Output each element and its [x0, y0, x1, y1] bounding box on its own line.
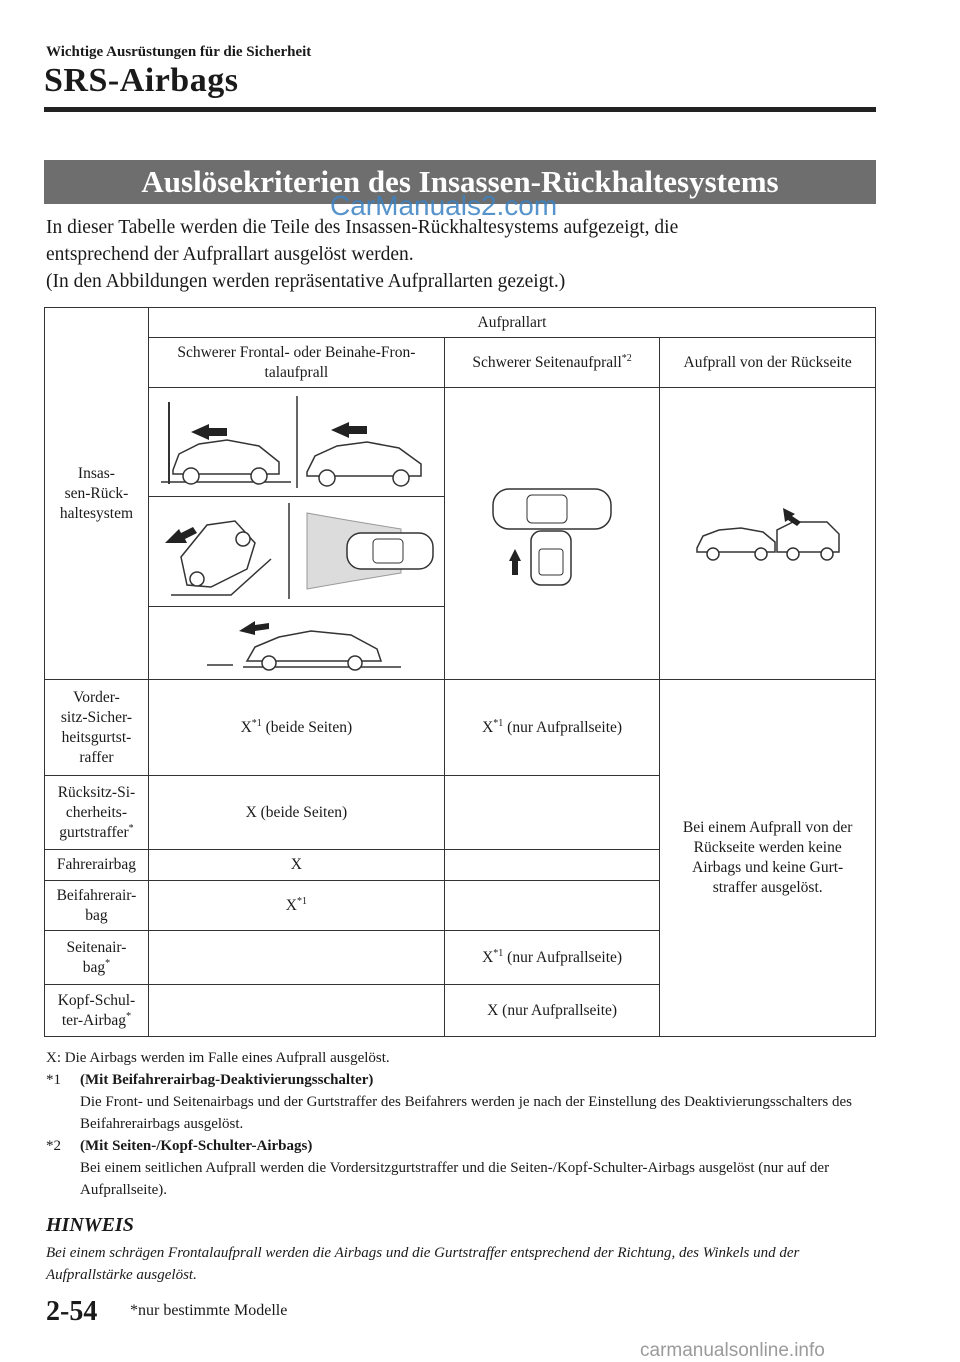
- rear-impact-illustration-cell: [660, 388, 876, 680]
- frontal-curb-collision-illustration: [151, 609, 441, 677]
- footnote-2-mark: *2: [46, 1138, 61, 1154]
- models-note: *nur bestimmte Modelle: [130, 1302, 288, 1319]
- page-title: SRS-Airbags: [44, 62, 239, 99]
- footnote-1-title: (Mit Beifahrerairbag-Deaktivierungsschalter): [80, 1072, 374, 1088]
- row-label: Vorder- sitz-Sicher- heitsgurtst- raffer: [45, 680, 149, 776]
- row-label: Rücksitz-Si- cherheits- gurtstraffer*: [45, 776, 149, 850]
- side-value: [444, 776, 660, 850]
- column-frontal-header: Schwerer Frontal- oder Beinahe-Fron- talaufprall: [148, 338, 444, 388]
- rear-impact-note: Bei einem Aufprall von der Rückseite werden keine Airbags und keine Gurt- straffer ausgelöst.: [660, 680, 876, 1037]
- side-impact-illustration: [487, 479, 617, 589]
- frontal-value: $X^{*1}$ (beide Seiten): [148, 680, 444, 776]
- frontal-value: [148, 931, 444, 985]
- column-rear-header: Aufprall von der Rückseite: [660, 338, 876, 388]
- frontal-wall-and-car-crash-illustration: [151, 392, 441, 492]
- side-value: $X^{*1}$ (nur Aufprallseite): [444, 680, 660, 776]
- footnote-2-title: (Mit Seiten-/Kopf-Schulter-Airbags): [80, 1138, 313, 1154]
- section-banner: Auslösekriterien des Insassen-Rückhaltesystems: [44, 160, 876, 204]
- frontal-value: $X^{*1}$: [148, 881, 444, 931]
- side-value: $X^{*1}$ (nur Aufprallseite): [444, 931, 660, 985]
- note-title: HINWEIS: [46, 1214, 134, 1236]
- footnote-legend: X: Die Airbags werden im Falle eines Aufprall ausgelöst.: [46, 1050, 390, 1066]
- frontal-value: [148, 985, 444, 1037]
- watermark-carmanuals2[interactable]: CarManuals2.com: [330, 190, 558, 221]
- frontal-illus-row-2: [149, 497, 444, 607]
- footnote-1: [46, 1069, 876, 1135]
- row-label: Beifahrerair- bag: [45, 881, 149, 931]
- trigger-criteria-table: [44, 307, 876, 1037]
- frontal-value: X (beide Seiten): [148, 776, 444, 850]
- frontal-illus-row-3: [149, 607, 444, 679]
- watermark-carmanualsonline[interactable]: carmanualsonline.info: [640, 1340, 825, 1361]
- footnote-2-text: Bei einem seitlichen Aufprall werden die Vordersitzgurtstraffer und die Seiten-/Kopf-Schulter-Airbags ausgelöst (nur auf der Aufprallseite).: [80, 1160, 830, 1198]
- intro-line-2: entsprechend der Aufprallart ausgelöst werden.: [46, 244, 414, 265]
- footnote-2: [46, 1135, 876, 1201]
- rear-impact-illustration: [693, 504, 843, 564]
- frontal-illus-row-1: [149, 389, 444, 497]
- intro-line-1: In dieser Tabelle werden die Teile des Insassen-Rückhaltesystems aufgezeigt, die: [46, 217, 679, 238]
- footnotes: [46, 1047, 876, 1201]
- table-row: [45, 680, 876, 776]
- page-number: 2-54: [46, 1296, 98, 1327]
- frontal-value: X: [148, 850, 444, 881]
- side-value: X (nur Aufprallseite): [444, 985, 660, 1037]
- side-value: [444, 881, 660, 931]
- side-value: [444, 850, 660, 881]
- impact-type-header: Aufprallart: [148, 308, 875, 338]
- row-header-title: Insas- sen-Rück- haltesystem: [45, 308, 149, 680]
- header-divider: [44, 107, 876, 112]
- frontal-ditch-and-top-view-illustration: [151, 499, 441, 603]
- row-label: Kopf-Schul- ter-Airbag*: [45, 985, 149, 1037]
- note-text: Bei einem schrägen Frontalaufprall werden die Airbags und die Gurtstraffer entsprechend der Richtung, des Winkels und der Aufprallstärke ausgelöst.: [46, 1245, 800, 1283]
- footnote-1-mark: *1: [46, 1072, 61, 1088]
- section-title: Wichtige Ausrüstungen für die Sicherheit: [46, 44, 312, 60]
- side-impact-illustration-cell: [444, 388, 660, 680]
- row-label: Fahrerairbag: [45, 850, 149, 881]
- frontal-illustrations: [148, 388, 444, 680]
- intro-line-3: (In den Abbildungen werden repräsentative Aufprallarten gezeigt.): [46, 271, 566, 292]
- footnote-1-text: Die Front- und Seitenairbags und der Gurtstraffer des Beifahrers werden je nach der Einstellung des Deaktivierungsschalters des Beifahrerairbags ausgelöst.: [80, 1094, 852, 1132]
- column-side-header: Schwerer Seitenaufprall$^{*2}$: [444, 338, 660, 388]
- intro-paragraph: [46, 214, 876, 295]
- row-label: Seitenair- bag*: [45, 931, 149, 985]
